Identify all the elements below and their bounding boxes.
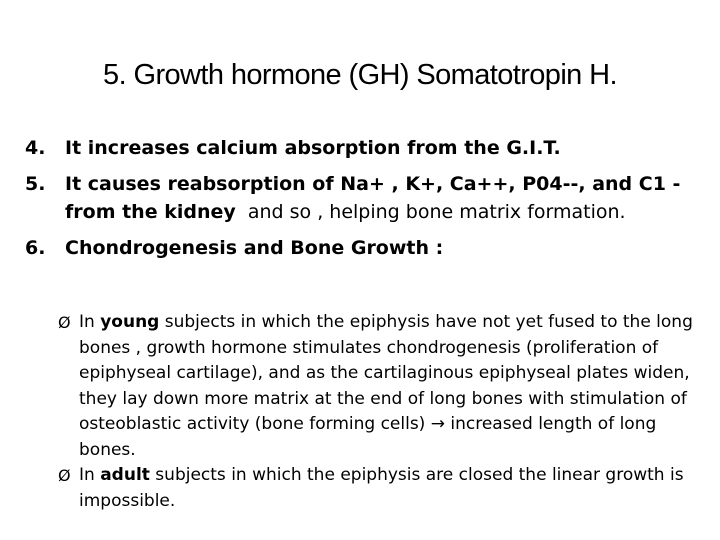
list-number: 6. — [25, 237, 46, 259]
sub-bullet-item — [58, 463, 698, 514]
numbered-list — [25, 134, 705, 270]
sub-bullet-prefix: In — [79, 465, 101, 485]
sub-bullet-bold: adult — [100, 465, 150, 485]
list-item-normal-text: and so , helping bone matrix formation. — [247, 201, 626, 223]
sub-bullet-item — [58, 310, 698, 463]
list-item — [25, 134, 705, 162]
arrow-bullet-icon: Ø — [58, 466, 71, 485]
sub-bullet-prefix: In — [79, 312, 101, 332]
list-item — [25, 234, 705, 262]
arrow-bullet-icon: Ø — [58, 313, 71, 332]
list-item-text: It increases calcium absorption from the G.I.T. — [65, 137, 561, 159]
list-item-bold-text: It causes reabsorption of Na+ , K+, Ca++, P04--, and C1 - from the kidney — [65, 173, 681, 223]
list-item — [25, 170, 705, 226]
list-number: 4. — [25, 137, 46, 159]
sub-bullet-text: subjects in which the epiphysis have not yet fused to the long bones , growth hormone stimulates chondrogenesis (proliferation of epiphyseal cartilage), and as the cartilaginous epiphyseal plates widen, they lay down more matrix at the end of long bones with stimulation of osteoblastic activity (bone forming cells) → increased length of long bones. — [79, 312, 693, 460]
slide-title: 5. Growth hormone (GH) Somatotropin H. — [103, 59, 617, 91]
sub-bullet-list — [58, 310, 698, 514]
list-item-text: Chondrogenesis and Bone Growth : — [65, 237, 444, 259]
sub-bullet-bold: young — [100, 312, 160, 332]
sub-bullet-text: subjects in which the epiphysis are closed the linear growth is impossible. — [79, 465, 684, 511]
list-number: 5. — [25, 173, 46, 195]
